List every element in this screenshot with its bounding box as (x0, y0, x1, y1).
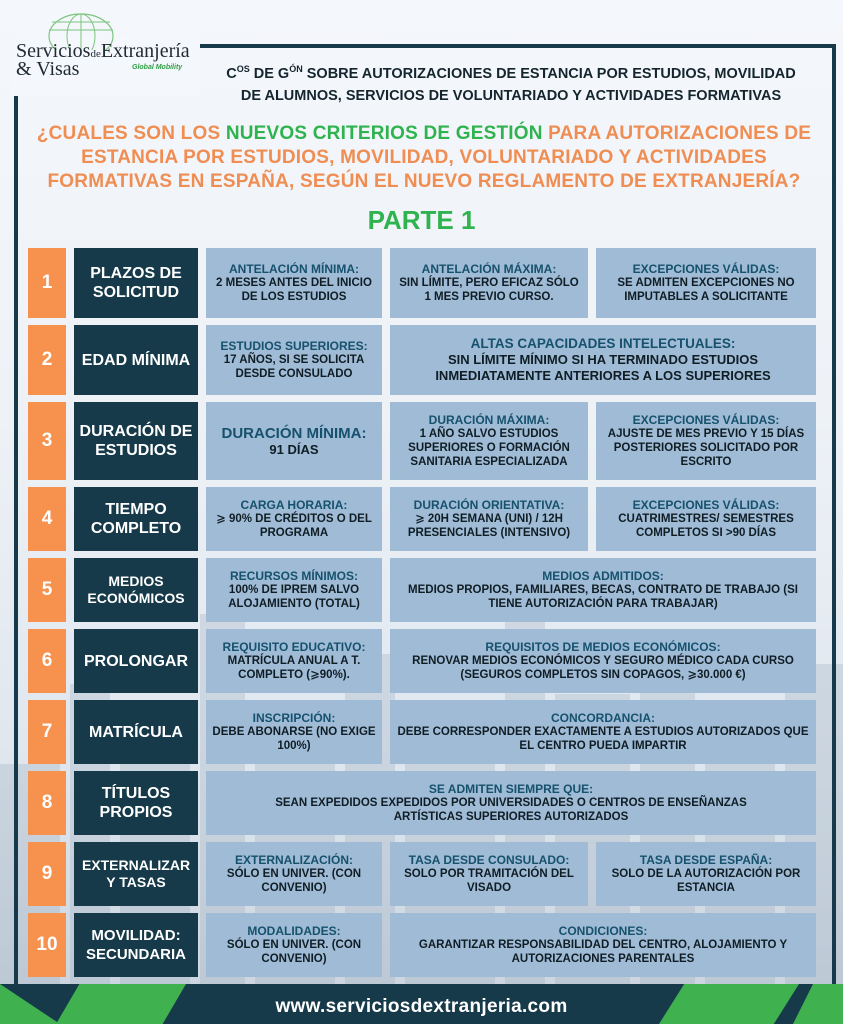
criteria-cell: CONCORDANCIA: DEBE CORRESPONDER EXACTAMENTE A ESTUDIOS AUTORIZADOS QUE EL CENTRO PUEDA IMPARTIR (390, 700, 816, 764)
logo-tagline: Global Mobility (132, 64, 183, 71)
criteria-cell: ESTUDIOS SUPERIORES: 17 AÑOS, SI SE SOLICITA DESDE CONSULADO (206, 325, 382, 395)
criteria-cell: DURACIÓN ORIENTATIVA: ⩾ 20H SEMANA (UNI) / 12H PRESENCIALES (INTENSIVO) (390, 487, 588, 551)
criteria-cell: EXTERNALIZACIÓN: SÓLO EN UNIVER. (CON CONVENIO) (206, 842, 382, 906)
row-number: 8 (28, 771, 66, 835)
criteria-row-6 (28, 629, 816, 693)
criteria-cell: ANTELACIÓN MÍNIMA: 2 MESES ANTES DEL INICIO DE LOS ESTUDIOS (206, 248, 382, 318)
criteria-row-5 (28, 558, 816, 622)
criteria-cell: TASA DESDE CONSULADO: SOLO POR TRAMITACIÓN DEL VISADO (390, 842, 588, 906)
row-number: 7 (28, 700, 66, 764)
criteria-cell: EXCEPCIONES VÁLIDAS: AJUSTE DE MES PREVIO Y 15 DÍAS POSTERIORES SOLICITADO POR ESCRITO (596, 402, 816, 480)
row-number: 4 (28, 487, 66, 551)
row-category: TIEMPO COMPLETO (74, 487, 198, 551)
criteria-row-3 (28, 402, 816, 480)
criteria-row-7 (28, 700, 816, 764)
row-category: DURACIÓN DE ESTUDIOS (74, 402, 198, 480)
criteria-cell: ANTELACIÓN MÁXIMA: SIN LÍMITE, PERO EFICAZ SÓLO 1 MES PREVIO CURSO. (390, 248, 588, 318)
part-label: PARTE 1 (367, 205, 476, 235)
row-category: MEDIOS ECONÓMICOS (74, 558, 198, 622)
row-number: 5 (28, 558, 66, 622)
criteria-cell: DURACIÓN MÁXIMA: 1 AÑO SALVO ESTUDIOS SUPERIORES O FORMACIÓN SANITARIA ESPECIALIZADA (390, 402, 588, 480)
criteria-cell: DURACIÓN MÍNIMA: 91 DÍAS (206, 402, 382, 480)
criteria-cell: REQUISITO EDUCATIVO: MATRÍCULA ANUAL A T. COMPLETO (⩾90%). (206, 629, 382, 693)
criteria-row-1 (28, 248, 816, 318)
row-number: 9 (28, 842, 66, 906)
row-number: 10 (28, 913, 66, 977)
criteria-cell: RECURSOS MÍNIMOS: 100% DE IPREM SALVO ALOJAMIENTO (TOTAL) (206, 558, 382, 622)
criteria-cell: CARGA HORARIA: ⩾ 90% DE CRÉDITOS O DEL PROGRAMA (206, 487, 382, 551)
criteria-row-9 (28, 842, 816, 906)
criteria-cell: CONDICIONES: GARANTIZAR RESPONSABILIDAD DEL CENTRO, ALOJAMIENTO Y AUTORIZACIONES PARENTALES (390, 913, 816, 977)
criteria-cell: INSCRIPCIÓN: DEBE ABONARSE (NO EXIGE 100%) (206, 700, 382, 764)
criteria-row-8 (28, 771, 816, 835)
logo-line-1: ServiciosdeExtranjería (16, 40, 190, 62)
main-question: ¿CUALES SON LOS NUEVOS CRITERIOS DE GESTIÓN PARA AUTORIZACIONES DE ESTANCIA POR ESTUDIOS, MOVILIDAD, VOLUNTARIADO Y ACTIVIDADES FORMATIVAS EN ESPAÑA, SEGÚN EL NUEVO REGLAMENTO DE EXTRANJERÍA? (36, 123, 812, 192)
criteria-row-4 (28, 487, 816, 551)
row-number: 6 (28, 629, 66, 693)
footer-website-link[interactable]: www.serviciosdextranjeria.com (275, 996, 568, 1017)
row-category: MOVILIDAD: SECUNDARIA (74, 913, 198, 977)
criteria-row-2 (28, 325, 816, 395)
row-category: MATRÍCULA (74, 700, 198, 764)
criteria-row-10 (28, 913, 816, 977)
criteria-cell: EXCEPCIONES VÁLIDAS: SE ADMITEN EXCEPCIONES NO IMPUTABLES A SOLICITANTE (596, 248, 816, 318)
row-number: 2 (28, 325, 66, 395)
criteria-cell: MODALIDADES: SÓLO EN UNIVER. (CON CONVENIO) (206, 913, 382, 977)
page-title: $C^{OS}$ DE $G^{ÓN}$ SOBRE AUTORIZACIONES DE ESTANCIA POR ESTUDIOS, MOVILIDAD DE ALUMNOS, SERVICIOS DE VOLUNTARIADO Y ACTIVIDADES FORMATIVAS (226, 64, 796, 104)
row-category: PLAZOS DE SOLICITUD (74, 248, 198, 318)
brand-logo (12, 10, 192, 80)
row-category: EXTERNALIZAR Y TASAS (74, 842, 198, 906)
logo-line-2: & Visas (16, 58, 80, 80)
row-category: PROLONGAR (74, 629, 198, 693)
criteria-cell: EXCEPCIONES VÁLIDAS: CUATRIMESTRES/ SEMESTRES COMPLETOS SI >90 DÍAS (596, 487, 816, 551)
row-category: EDAD MÍNIMA (74, 325, 198, 395)
criteria-cell: TASA DESDE ESPAÑA: SOLO DE LA AUTORIZACIÓN POR ESTANCIA (596, 842, 816, 906)
criteria-cell: REQUISITOS DE MEDIOS ECONÓMICOS: RENOVAR MEDIOS ECONÓMICOS Y SEGURO MÉDICO CADA CURSO (SEGUROS COMPLETOS SIN COPAGOS, ⩾30.000 €) (390, 629, 816, 693)
criteria-cell: MEDIOS ADMITIDOS: MEDIOS PROPIOS, FAMILIARES, BECAS, CONTRATO DE TRABAJO (SI TIENE AUTORIZACIÓN PARA TRABAJAR) (390, 558, 816, 622)
criteria-cell: ALTAS CAPACIDADES INTELECTUALES: SIN LÍMITE MÍNIMO SI HA TERMINADO ESTUDIOS INMEDIATAMENTE ANTERIORES A LOS SUPERIORES (390, 325, 816, 395)
row-number: 3 (28, 402, 66, 480)
row-number: 1 (28, 248, 66, 318)
criteria-cell: SE ADMITEN SIEMPRE QUE: SEAN EXPEDIDOS EXPEDIDOS POR UNIVERSIDADES O CENTROS DE ENSEÑANZAS ARTÍSTICAS SUPERIORES AUTORIZADOS (206, 771, 816, 835)
row-category: TÍTULOS PROPIOS (74, 771, 198, 835)
